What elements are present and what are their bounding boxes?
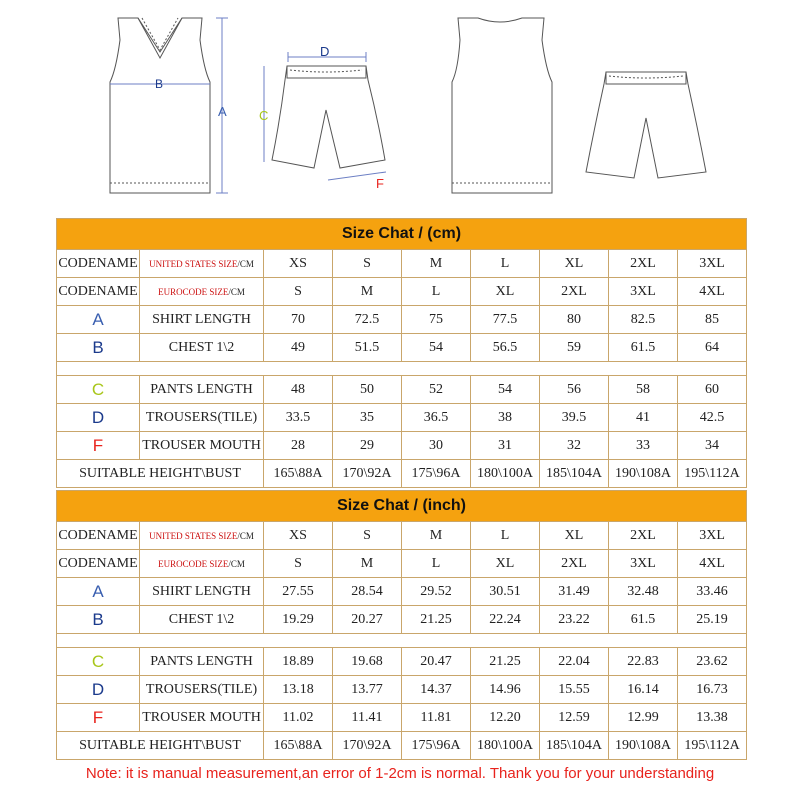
size-cell: L	[402, 278, 471, 306]
value-cell: 29.52	[402, 578, 471, 606]
value-cell: 64	[678, 334, 747, 362]
spacer-row	[57, 634, 747, 648]
spacer-row	[57, 362, 747, 376]
measure-letter: B	[57, 334, 140, 362]
value-cell: 23.22	[540, 606, 609, 634]
value-cell: 85	[678, 306, 747, 334]
measure-label: TROUSERS(TILE)	[140, 404, 264, 432]
size-table-inch	[56, 490, 747, 760]
measure-letter: B	[57, 606, 140, 634]
value-cell: 18.89	[264, 648, 333, 676]
value-cell: 77.5	[471, 306, 540, 334]
value-cell: 30.51	[471, 578, 540, 606]
value-cell: 34	[678, 432, 747, 460]
value-cell: 61.5	[609, 606, 678, 634]
codename-label: CODENAME	[57, 250, 140, 278]
measure-label: CHEST 1\2	[140, 334, 264, 362]
value-cell: 170\92A	[333, 732, 402, 760]
value-cell: 20.47	[402, 648, 471, 676]
measure-label: PANTS LENGTH	[140, 648, 264, 676]
size-cell: 3XL	[609, 550, 678, 578]
size-cell: 2XL	[540, 278, 609, 306]
codename-label: CODENAME	[57, 550, 140, 578]
measure-label: SHIRT LENGTH	[140, 578, 264, 606]
value-cell: 25.19	[678, 606, 747, 634]
value-cell: 11.41	[333, 704, 402, 732]
size-cell: 4XL	[678, 550, 747, 578]
label-F: F	[376, 176, 384, 191]
size-cell: M	[333, 278, 402, 306]
value-cell: 11.81	[402, 704, 471, 732]
value-cell: 29	[333, 432, 402, 460]
size-cell: 3XL	[678, 250, 747, 278]
value-cell: 36.5	[402, 404, 471, 432]
jersey-front-drawing	[110, 18, 210, 193]
label-D: D	[320, 44, 330, 59]
size-cell: L	[402, 550, 471, 578]
suitable-height-row	[57, 732, 747, 760]
value-cell: 14.37	[402, 676, 471, 704]
value-cell: 21.25	[402, 606, 471, 634]
value-cell: 23.62	[678, 648, 747, 676]
value-cell: 12.20	[471, 704, 540, 732]
value-cell: 22.83	[609, 648, 678, 676]
value-cell: 56	[540, 376, 609, 404]
trouser-mouth-row	[57, 432, 747, 460]
size-cell: XL	[471, 278, 540, 306]
size-cell: 2XL	[609, 250, 678, 278]
size-cell: 3XL	[678, 522, 747, 550]
value-cell: 195\112A	[678, 732, 747, 760]
shorts-back-drawing	[586, 72, 706, 178]
size-cell: L	[471, 250, 540, 278]
measure-letter: C	[57, 376, 140, 404]
us-size-row	[57, 250, 747, 278]
eu-size-row	[57, 550, 747, 578]
value-cell: 190\108A	[609, 460, 678, 488]
value-cell: 165\88A	[264, 460, 333, 488]
value-cell: 14.96	[471, 676, 540, 704]
jersey-back-drawing	[452, 18, 552, 193]
shirt-length-row	[57, 578, 747, 606]
value-cell: 31.49	[540, 578, 609, 606]
size-cell: M	[402, 250, 471, 278]
us-size-label: UNITED STATES SIZE/CM	[140, 250, 264, 278]
value-cell: 170\92A	[333, 460, 402, 488]
size-cell: L	[471, 522, 540, 550]
value-cell: 185\104A	[540, 732, 609, 760]
value-cell: 35	[333, 404, 402, 432]
trousers-tile-row	[57, 404, 747, 432]
label-A: A	[218, 104, 227, 119]
table-title: Size Chat / (inch)	[57, 491, 747, 522]
size-cell: 3XL	[609, 278, 678, 306]
label-C: C	[259, 108, 269, 123]
value-cell: 72.5	[333, 306, 402, 334]
value-cell: 49	[264, 334, 333, 362]
value-cell: 165\88A	[264, 732, 333, 760]
size-cell: S	[333, 250, 402, 278]
size-cell: M	[333, 550, 402, 578]
size-cell: XS	[264, 250, 333, 278]
value-cell: 33	[609, 432, 678, 460]
measure-letter: A	[57, 306, 140, 334]
value-cell: 41	[609, 404, 678, 432]
value-cell: 12.59	[540, 704, 609, 732]
value-cell: 12.99	[609, 704, 678, 732]
value-cell: 175\96A	[402, 732, 471, 760]
value-cell: 61.5	[609, 334, 678, 362]
measure-letter: A	[57, 578, 140, 606]
value-cell: 31	[471, 432, 540, 460]
shorts-front-drawing	[272, 66, 385, 168]
measure-letter: D	[57, 676, 140, 704]
value-cell: 33.46	[678, 578, 747, 606]
value-cell: 32.48	[609, 578, 678, 606]
label-B: B	[155, 77, 164, 91]
value-cell: 20.27	[333, 606, 402, 634]
chest-row	[57, 606, 747, 634]
measure-label: TROUSER MOUTH	[140, 704, 264, 732]
value-cell: 180\100A	[471, 460, 540, 488]
value-cell: 15.55	[540, 676, 609, 704]
value-cell: 21.25	[471, 648, 540, 676]
value-cell: 11.02	[264, 704, 333, 732]
pants-length-row	[57, 648, 747, 676]
value-cell: 185\104A	[540, 460, 609, 488]
value-cell: 13.77	[333, 676, 402, 704]
size-cell: XL	[540, 250, 609, 278]
trousers-tile-row	[57, 676, 747, 704]
value-cell: 13.18	[264, 676, 333, 704]
chest-row	[57, 334, 747, 362]
size-cell: 2XL	[609, 522, 678, 550]
value-cell: 54	[471, 376, 540, 404]
value-cell: 60	[678, 376, 747, 404]
measure-label: SUITABLE HEIGHT\BUST	[57, 460, 264, 488]
value-cell: 16.73	[678, 676, 747, 704]
codename-label: CODENAME	[57, 278, 140, 306]
eu-size-label: EUROCODE SIZE/CM	[140, 278, 264, 306]
value-cell: 195\112A	[678, 460, 747, 488]
measure-label: PANTS LENGTH	[140, 376, 264, 404]
measure-letter: F	[57, 432, 140, 460]
value-cell: 59	[540, 334, 609, 362]
size-cell: S	[333, 522, 402, 550]
value-cell: 19.29	[264, 606, 333, 634]
suitable-height-row	[57, 460, 747, 488]
us-size-label: UNITED STATES SIZE/CM	[140, 522, 264, 550]
measure-label: SHIRT LENGTH	[140, 306, 264, 334]
value-cell: 38	[471, 404, 540, 432]
measure-letter: C	[57, 648, 140, 676]
garment-measurement-illustration	[0, 0, 800, 205]
measure-label: TROUSERS(TILE)	[140, 676, 264, 704]
value-cell: 56.5	[471, 334, 540, 362]
measurement-note: Note: it is manual measurement,an error of 1-2cm is normal. Thank you for your understanding	[85, 765, 715, 782]
measure-label: SUITABLE HEIGHT\BUST	[57, 732, 264, 760]
value-cell: 75	[402, 306, 471, 334]
value-cell: 39.5	[540, 404, 609, 432]
value-cell: 70	[264, 306, 333, 334]
pants-length-row	[57, 376, 747, 404]
trouser-mouth-row	[57, 704, 747, 732]
value-cell: 30	[402, 432, 471, 460]
measure-letter: F	[57, 704, 140, 732]
size-cell: XL	[471, 550, 540, 578]
value-cell: 22.24	[471, 606, 540, 634]
value-cell: 80	[540, 306, 609, 334]
measure-letter: D	[57, 404, 140, 432]
value-cell: 33.5	[264, 404, 333, 432]
value-cell: 58	[609, 376, 678, 404]
us-size-row	[57, 522, 747, 550]
size-table-cm	[56, 218, 747, 488]
value-cell: 180\100A	[471, 732, 540, 760]
value-cell: 48	[264, 376, 333, 404]
table-title: Size Chat / (cm)	[57, 219, 747, 250]
eu-size-label: EUROCODE SIZE/CM	[140, 550, 264, 578]
shirt-length-row	[57, 306, 747, 334]
measure-label: CHEST 1\2	[140, 606, 264, 634]
value-cell: 82.5	[609, 306, 678, 334]
size-cell: S	[264, 278, 333, 306]
value-cell: 28.54	[333, 578, 402, 606]
value-cell: 51.5	[333, 334, 402, 362]
value-cell: 52	[402, 376, 471, 404]
value-cell: 16.14	[609, 676, 678, 704]
value-cell: 190\108A	[609, 732, 678, 760]
codename-label: CODENAME	[57, 522, 140, 550]
value-cell: 50	[333, 376, 402, 404]
value-cell: 42.5	[678, 404, 747, 432]
size-cell: 4XL	[678, 278, 747, 306]
eu-size-row	[57, 278, 747, 306]
value-cell: 19.68	[333, 648, 402, 676]
value-cell: 175\96A	[402, 460, 471, 488]
size-cell: XS	[264, 522, 333, 550]
size-cell: XL	[540, 522, 609, 550]
value-cell: 22.04	[540, 648, 609, 676]
size-cell: 2XL	[540, 550, 609, 578]
value-cell: 28	[264, 432, 333, 460]
value-cell: 13.38	[678, 704, 747, 732]
value-cell: 54	[402, 334, 471, 362]
measure-label: TROUSER MOUTH	[140, 432, 264, 460]
size-cell: S	[264, 550, 333, 578]
value-cell: 32	[540, 432, 609, 460]
size-cell: M	[402, 522, 471, 550]
value-cell: 27.55	[264, 578, 333, 606]
